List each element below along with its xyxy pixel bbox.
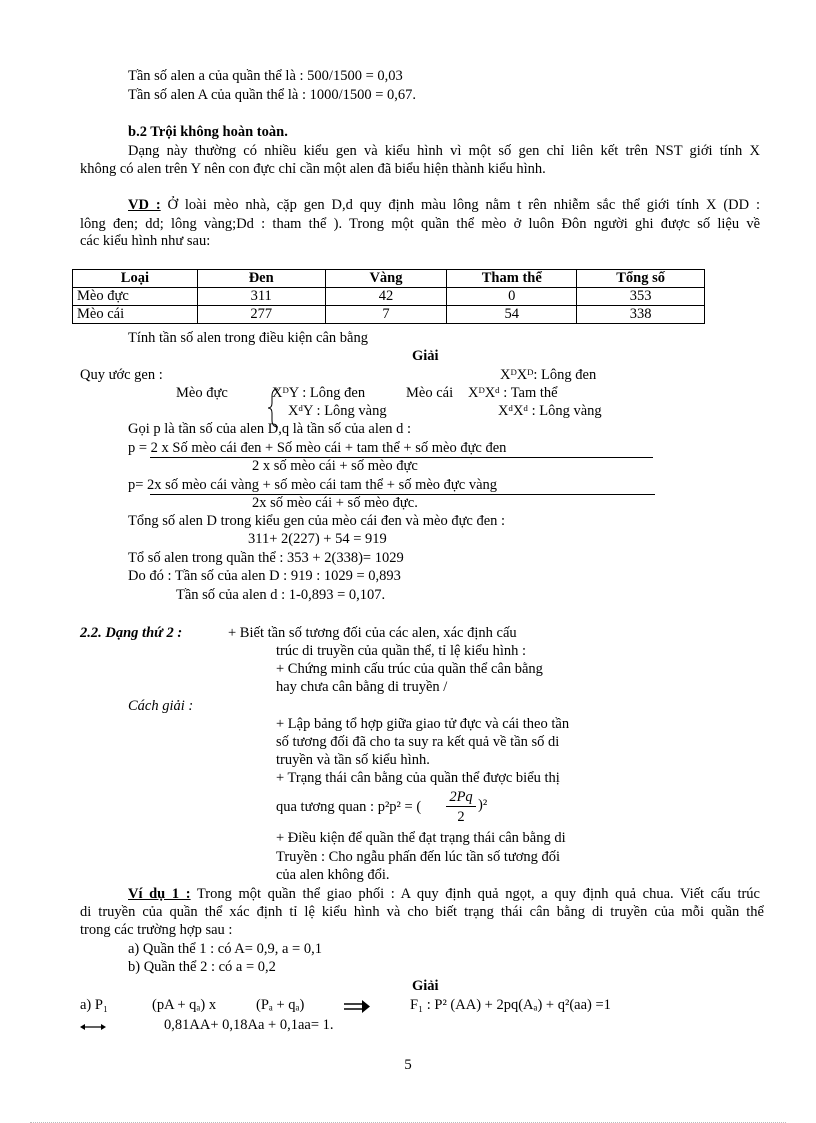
vidu1-line-2: di truyền của quần thể xác định tỉ lệ kiểu hình và cho biết trạng thái cân bằng di truyền của mỗi quần thể: [80, 904, 764, 920]
p-numerator: p = 2 x Số mèo cái đen + Số mèo cái + tam thể + số mèo đực đen: [128, 440, 507, 456]
p-denominator: 2 x số mèo cái + số mèo đực: [252, 458, 418, 474]
frac-num-text: 2Pq: [449, 789, 473, 805]
table-header: Tổng số: [577, 270, 705, 288]
left-right-arrow-icon: [80, 1022, 106, 1032]
table-cell: 277: [197, 306, 325, 324]
table-header-row: [73, 270, 705, 288]
intro-line-2: Tần số alen A của quần thể là : 1000/1500 = 0,67.: [128, 87, 417, 103]
solution-heading-2: Giải: [412, 978, 439, 994]
table-cell: 54: [447, 306, 577, 324]
method-line-8: của alen không đổi.: [276, 867, 390, 883]
genotype-male-yellow: XᵈY : Lông vàng: [288, 403, 387, 419]
table-cell: 311: [197, 288, 325, 306]
vidu1-line-1: [128, 886, 760, 903]
method-line-4: + Trạng thái cân bằng của quần thể được biểu thị: [276, 770, 560, 786]
method-line-6: + Điều kiện để quần thể đạt trạng thái cân bằng di: [276, 830, 566, 846]
section-b2-heading: b.2 Trội không hoàn toàn.: [128, 124, 288, 140]
fraction-bar: [446, 806, 476, 807]
table-header: Đen: [197, 270, 325, 288]
q-numerator: p= 2x số mèo cái vàng + số mèo cái tam thể + số mèo đực vàng: [128, 477, 498, 493]
case-b: b) Quần thể 2 : có a = 0,2: [128, 959, 276, 975]
dang2-line-2: trúc di truyền của quần thể, tỉ lệ kiểu hình :: [276, 643, 527, 659]
example-line-2: lông đen; dd; lông vàng;Dd : tham thể ). Trong một quần thể mèo ở luôn Đôn người ghi được số liệu về: [80, 216, 760, 232]
method-label: Cách giải :: [128, 698, 194, 714]
total-D-text: Tổng số alen D trong kiểu gen của mèo cái đen và mèo đực đen :: [128, 513, 506, 529]
table-header: Tham thể: [447, 270, 577, 288]
table-header: Vàng: [325, 270, 447, 288]
example-text-1: Ở loài mèo nhà, cặp gen D,d quy định màu lông nằm t rên nhiễm sắc thể giới tính X (DD :: [160, 197, 760, 213]
solution-heading: Giải: [412, 348, 439, 364]
genotype-female-black: XᴰXᴰ: Lông đen: [500, 367, 597, 383]
generation-p1: a) P₁: [80, 997, 109, 1013]
method-line-2: số tương đối đã cho ta suy ra kết quả về tần số di: [276, 734, 560, 750]
section-b2-text-2: không có alen trên Y nên con đực chỉ cần một alen đã biểu hiện thành kiểu hình.: [80, 161, 546, 177]
convention-label: Quy ước gen :: [80, 367, 163, 383]
section-b2-text-1: Dạng này thường có nhiều kiểu gen và kiểu hình vì một số gen chỉ liên kết trên NST giới tính X: [128, 143, 760, 159]
cat-data-table: [72, 269, 705, 324]
f1-formula: F₁ : P² (AA) + 2pq(Aₐ) + q²(aa) =1: [410, 997, 611, 1013]
freq-d: Tần số của alen d : 1-0,893 = 0,107.: [176, 587, 386, 603]
table-cell: Mèo cái: [73, 306, 198, 324]
male-cat-label: Mèo đực: [176, 385, 228, 401]
genotype-female-yellow: XᵈXᵈ : Lông vàng: [498, 403, 602, 419]
method-line-7: Truyền : Cho ngẫu phấn đến lúc tần số tương đối: [276, 849, 561, 865]
total-alleles: Tổ số alen trong quần thể : 353 + 2(338)= 1029: [128, 550, 404, 566]
table-cell: 338: [577, 306, 705, 324]
sum-D: 311+ 2(227) + 54 = 919: [248, 531, 387, 547]
define-p-q: Gọi p là tần số của alen D,q là tần số của alen d :: [128, 421, 412, 437]
table-cell: 42: [325, 288, 447, 306]
fraction-denominator: 2: [457, 809, 465, 825]
method-line-5: [276, 799, 421, 816]
vidu1-text-1: Trong một quần thể giao phối : A quy định quả ngọt, a quy định quả chua. Viết cấu trúc: [190, 886, 760, 902]
equilibrium-formula: qua tương quan : p²p² = (: [276, 799, 422, 815]
example-label: VD :: [128, 197, 161, 213]
table-row: [73, 306, 705, 324]
vidu1-label: Ví dụ 1 :: [128, 886, 191, 902]
genotype-female-tortoiseshell: XᴰXᵈ : Tam thể: [468, 385, 558, 401]
double-arrow-icon: [344, 1000, 370, 1014]
genotype-male-black: XᴰY : Lông đen: [272, 385, 366, 401]
table-header: Loại: [73, 270, 198, 288]
page-number: 5: [404, 1057, 412, 1073]
dang2-line-1: + Biết tần số tương đối của các alen, xác định cấu: [228, 625, 517, 641]
example-line-3: các kiểu hình như sau:: [80, 233, 211, 249]
q-denominator: 2x số mèo cái + số mèo đực.: [252, 495, 418, 511]
table-cell: 353: [577, 288, 705, 306]
table-cell: 0: [447, 288, 577, 306]
cross-left: (pA + qₐ) x: [152, 997, 217, 1013]
female-cat-label: Mèo cái: [406, 385, 454, 401]
formula-tail: )²: [478, 797, 488, 813]
freq-D: Do đó : Tần số của alen D : 919 : 1029 = 0,893: [128, 568, 401, 584]
cross-right: (Pₐ + qₐ): [256, 997, 305, 1013]
example-line-1: [128, 197, 760, 214]
method-line-3: truyền và tần số kiểu hình.: [276, 752, 430, 768]
vidu1-line-3: trong các trường hợp sau :: [80, 922, 233, 938]
table-cell: Mèo đực: [73, 288, 198, 306]
section-2-2-heading: 2.2. Dạng thứ 2 :: [80, 625, 183, 641]
fraction-numerator: [444, 789, 478, 806]
table-row: [73, 288, 705, 306]
f1-result: 0,81AA+ 0,18Aa + 0,1aa= 1.: [164, 1017, 334, 1033]
task-text: Tính tần số alen trong điều kiện cân bằng: [128, 330, 368, 346]
method-line-1: + Lập bảng tổ hợp giữa giao tử đực và cái theo tần: [276, 716, 570, 732]
intro-line-1: Tần số alen a của quần thể là : 500/1500 = 0,03: [128, 68, 403, 84]
dang2-line-4: hay chưa cân bằng di truyền /: [276, 679, 448, 695]
table-cell: 7: [325, 306, 447, 324]
case-a: a) Quần thể 1 : có A= 0,9, a = 0,1: [128, 941, 322, 957]
dang2-line-3: + Chứng minh cấu trúc của quần thể cân bằng: [276, 661, 543, 677]
